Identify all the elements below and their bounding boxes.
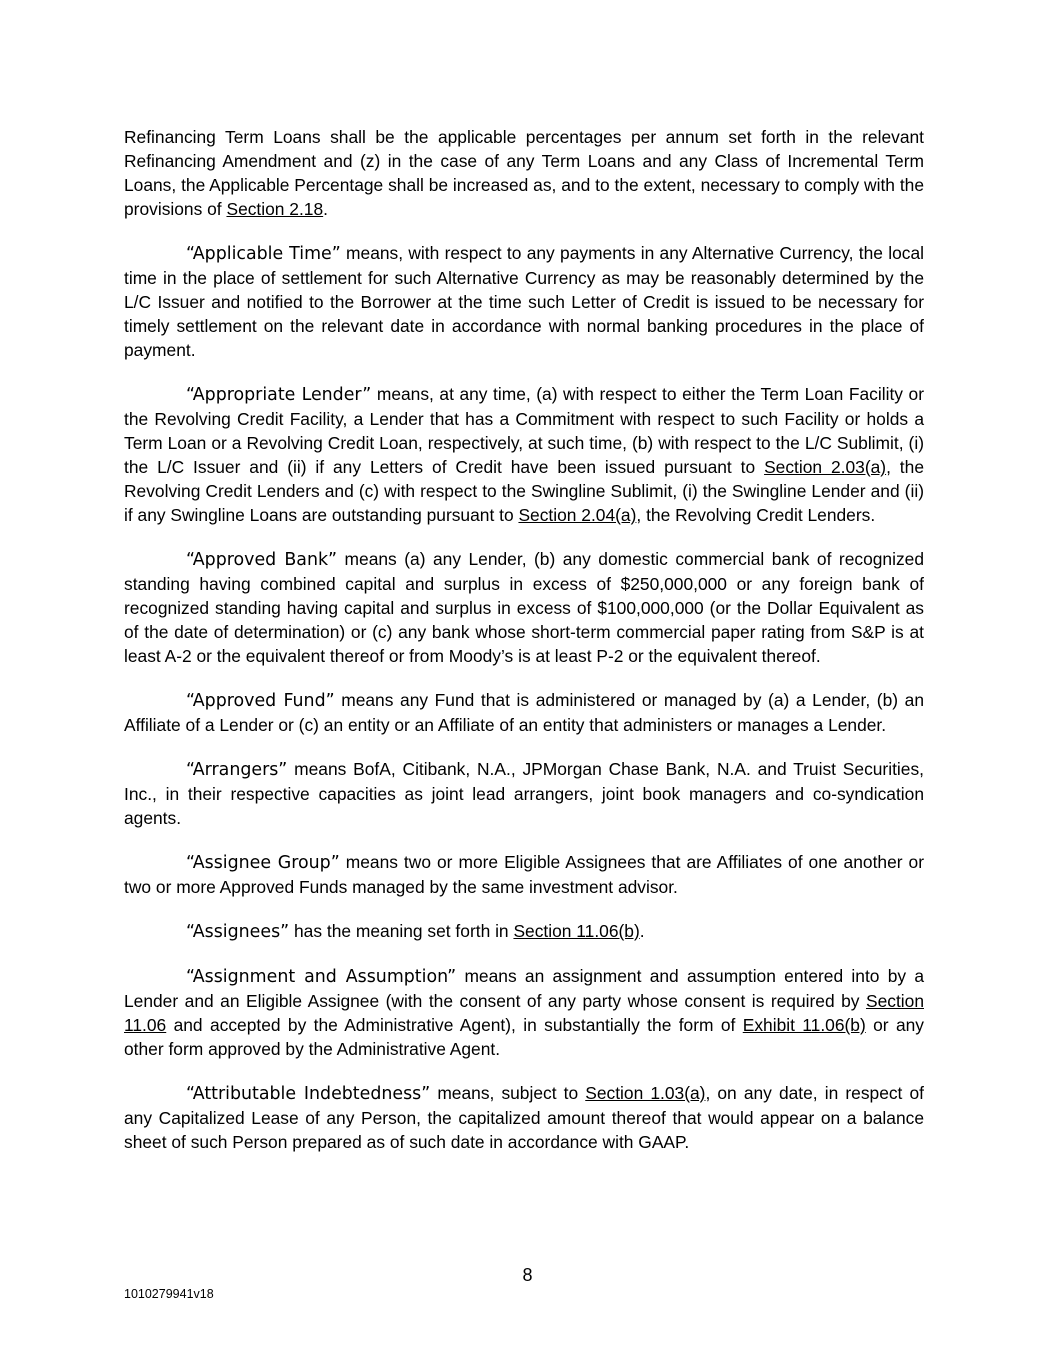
definition-text: means BofA, Citibank, N.A., JPMorgan Chase Bank, N.A. and Truist Securities, Inc., in their respective capacities as joint lead arrangers, joint book managers and co-syndication agents. <box>124 759 924 828</box>
definition-text: , on any date, in respect of any Capitalized Lease of any Person, the capitalized amount thereof that would appear on a balance sheet of such Person prepared as of such date in accordance with GAAP. <box>124 1083 924 1152</box>
paragraph-applicable-percentage-continuation <box>124 125 924 221</box>
definition-text: and accepted by the Administrative Agent), in substantially the form of <box>166 1015 743 1035</box>
definition-assignee-group <box>124 850 924 899</box>
defined-term: “Arrangers” <box>186 760 288 780</box>
section-reference: Section 11.06 <box>124 991 924 1035</box>
defined-term: “Attributable Indebtedness” <box>186 1084 431 1104</box>
page-number: 8 <box>522 1265 533 1285</box>
section-reference: Section 1.03(a) <box>585 1083 706 1103</box>
section-reference: Section 2.04(a) <box>518 505 637 525</box>
definition-text: means any Fund that is administered or managed by (a) a Lender, (b) an Affiliate of a Lender or (c) an entity or an Affiliate of an entity that administers or manages a Lender. <box>124 690 924 735</box>
definition-text: means, subject to <box>430 1083 586 1103</box>
paragraph-text: . <box>323 199 328 219</box>
section-reference: Section 2.03(a) <box>764 457 887 477</box>
definition-text: means, with respect to any payments in any Alternative Currency, the local time in the place of settlement for such Alternative Currency as may be reasonably determined by the L/C Issuer and notified to the Borrower at the time such Letter of Credit is issued to be necessary for timely settlement on the relevant date in accordance with normal banking procedures in the place of payment. <box>124 243 924 360</box>
definition-arrangers <box>124 757 924 830</box>
definition-attributable-indebtedness <box>124 1081 924 1154</box>
definition-text: has the meaning set forth in <box>289 921 514 941</box>
paragraph-text: Refinancing Term Loans shall be the applicable percentages per annum set forth in the relevant Refinancing Amendment and (z) in the case of any Term Loans and any Class of Incremental Term Loans, the Applicable Percentage shall be increased as, and to the extent, necessary to comply with the provisions of <box>124 127 924 219</box>
document-id: 1010279941v18 <box>124 1287 214 1301</box>
section-reference: Section 2.18 <box>226 199 324 219</box>
section-reference: Section 11.06(b) <box>513 921 640 941</box>
definition-text: . <box>639 921 645 941</box>
definition-text: means two or more Eligible Assignees that are Affiliates of one another or two or more Approved Funds managed by the same investment advisor. <box>124 852 924 897</box>
defined-term: “Applicable Time” <box>186 244 341 264</box>
definition-text: means an assignment and assumption entered into by a Lender and an Eligible Assignee (with the consent of any party whose consent is required by <box>124 966 925 1011</box>
definition-applicable-time <box>124 241 924 362</box>
definition-approved-bank <box>124 547 924 668</box>
definition-approved-fund <box>124 688 924 737</box>
definition-assignees <box>124 919 924 944</box>
exhibit-reference: Exhibit 11.06(b) <box>742 1015 866 1035</box>
defined-term: “Approved Bank” <box>186 550 338 570</box>
defined-term: “Assignees” <box>186 922 290 942</box>
definition-appropriate-lender <box>124 382 924 527</box>
definition-text: , the Revolving Credit Lenders. <box>636 505 876 525</box>
defined-term: “Assignment and Assumption” <box>186 967 457 987</box>
defined-term: “Assignee Group” <box>186 853 340 873</box>
definition-text: means, at any time, (a) with respect to either the Term Loan Facility or the Revolving Credit Facility, a Lender that has a Commitment with respect to such Facility or holds a Term Loan or a Revolving Credit Loan, respectively, at such time, (b) with respect to the L/C Sublimit, (i) the L/C Issuer and (ii) if any Letters of Credit have been issued pursuant to <box>124 384 924 477</box>
defined-term: “Approved Fund” <box>186 691 335 711</box>
definition-text: or any other form approved by the Administrative Agent. <box>124 1015 924 1059</box>
defined-term: “Appropriate Lender” <box>186 385 372 405</box>
definition-text: , the Revolving Credit Lenders and (c) with respect to the Swingline Sublimit, (i) the Swingline Lender and (ii) if any Swingline Loans are outstanding pursuant to <box>124 457 924 525</box>
definition-assignment-and-assumption <box>124 964 924 1061</box>
definition-text: means (a) any Lender, (b) any domestic commercial bank of recognized standing having combined capital and surplus in excess of $250,000,000 or any foreign bank of recognized standing having capital and surplus in excess of $100,000,000 (or the Dollar Equivalent as of the date of determination) or (c) any bank whose short-term commercial paper rating from S&P is at least A-2 or the equivalent thereof or from Moody’s is at least P-2 or the equivalent thereof. <box>124 549 924 666</box>
document-body <box>124 125 924 1174</box>
